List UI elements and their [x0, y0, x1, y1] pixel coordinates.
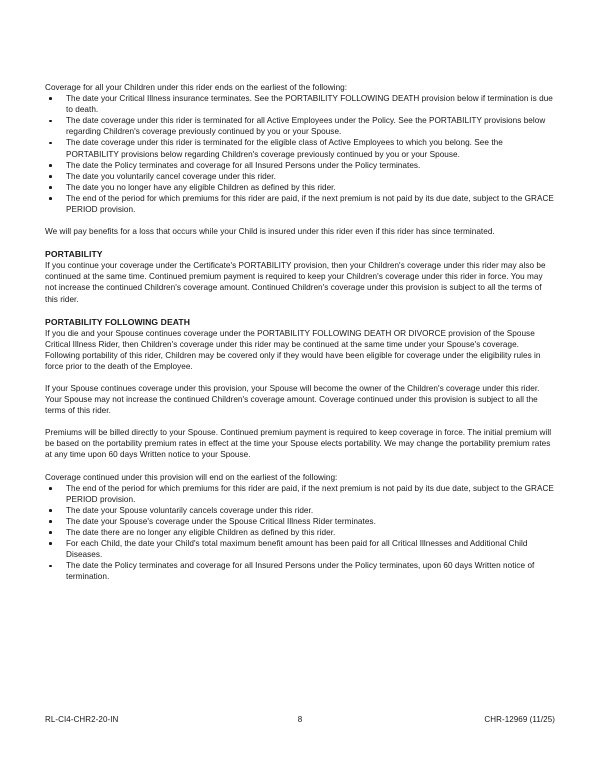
portability-paragraph: If you continue your coverage under the Certificate's PORTABILITY provision, then your Children's coverage under this rider may also be continued at the same time. Continued premium payment is required to keep your Children's coverage under this rider in force. You may not increase the continued Children's coverage amount. Continued Children's coverage under this provision is subject to all the terms of this rider.	[45, 261, 546, 304]
list-item-text: The date your Critical Illness insurance terminates. See the PORTABILITY FOLLOWING DEATH provision below if termination is due to death.	[66, 94, 553, 115]
list-item-text: The date your Spouse's coverage under the Spouse Critical Illness Rider terminates.	[66, 516, 376, 526]
bullet-dot-icon	[49, 186, 52, 189]
bullet-dot-icon	[49, 487, 52, 490]
portability-death-paragraph-1: If you die and your Spouse continues coverage under the PORTABILITY FOLLOWING DEATH OR DIVORCE provision of the Spouse Critical Illness Rider, then Children's coverage under this rider may be continued at the same time under your Spouse's coverage. Following portability of this rider, Children may be covered only if they would have been eligible for coverage under the eligibility rules in force prior to the death of the Employee.	[45, 328, 541, 371]
document-body	[45, 82, 555, 582]
spacer	[45, 372, 555, 383]
list-item	[45, 160, 555, 171]
list-item	[45, 527, 555, 538]
list-item-text: The date coverage under this rider is terminated for the eligible class of Active Employees to which you belong. See the PORTABILITY provisions below regarding Children's coverage previously continued by you or your Spouse.	[66, 138, 503, 159]
list-item-text: The date there are no longer any eligible Children as defined by this rider.	[66, 528, 336, 537]
intro-lead-in: Coverage for all your Children under this rider ends on the earliest of the following:	[45, 83, 348, 92]
list-item	[45, 93, 555, 115]
bullet-dot-icon	[49, 97, 52, 100]
bullet-dot-icon	[49, 531, 52, 534]
list-item	[45, 137, 555, 159]
list-item-text: The date your Spouse voluntarily cancels coverage under this rider.	[66, 505, 314, 515]
list-item-text: For each Child, the date your Child's total maximum benefit amount has been paid for all Critical Illnesses and Additional Child Diseases.	[66, 539, 528, 560]
footer-page-number: 8	[297, 715, 303, 724]
list-item-text: The date the Policy terminates and coverage for all Insured Persons under the Policy terminates.	[66, 160, 421, 170]
footer-document-code: CHR-12969 (11/25)	[484, 715, 555, 724]
intro-bullet-list	[45, 93, 555, 215]
spacer	[45, 305, 555, 316]
spacer	[45, 461, 555, 472]
bullet-dot-icon	[49, 120, 52, 123]
portability-death-bullet-list	[45, 483, 555, 583]
spacer	[45, 237, 555, 248]
portability-death-paragraph-2: If your Spouse continues coverage under this provision, your Spouse will become the owner of the Children's coverage under this rider. Your Spouse may not increase the continued Children's coverage amount. Coverage continued under this provision is subject to all the terms of this rider.	[45, 383, 540, 416]
intro-closing-paragraph: We will pay benefits for a loss that occurs while your Child is insured under this rider even if this rider has since terminated.	[45, 227, 495, 237]
list-item	[45, 560, 555, 582]
list-item	[45, 171, 555, 182]
section-heading-portability: PORTABILITY	[45, 249, 103, 260]
bullet-dot-icon	[49, 197, 52, 200]
list-item-text: The date you no longer have any eligible Children as defined by this rider.	[66, 182, 336, 192]
list-item	[45, 505, 555, 516]
list-item	[45, 483, 555, 505]
list-item	[45, 182, 555, 193]
portability-death-paragraph-3: Premiums will be billed directly to your Spouse. Continued premium payment is required to keep coverage in force. The initial premium will be based on the portability premium rates in effect at the time your Spouse elects portability. We may change the portability premium rates at any time upon 60 days Written notice to your Spouse.	[45, 428, 552, 460]
bullet-dot-icon	[49, 142, 52, 145]
section-heading-portability-following-death: PORTABILITY FOLLOWING DEATH	[45, 316, 191, 327]
bullet-dot-icon	[49, 520, 52, 523]
list-item-text: The end of the period for which premiums for this rider are paid, if the next premium is not paid by its due date, subject to the GRACE PERIOD provision.	[66, 193, 554, 215]
list-item-text: The date the Policy terminates and coverage for all Insured Persons under the Policy terminates, upon 60 days Written notice of termination.	[66, 561, 535, 582]
bullet-dot-icon	[49, 175, 52, 178]
footer-form-number: RL-CI4-CHR2-20-IN	[45, 715, 119, 724]
list-item-text: The date coverage under this rider is terminated for all Active Employees under the Policy. See the PORTABILITY provisions below regarding Children's coverage previously continued by you or your Spouse.	[66, 116, 546, 137]
list-item-text: The date you voluntarily cancel coverage under this rider.	[66, 171, 276, 181]
bullet-dot-icon	[49, 542, 52, 545]
bullet-dot-icon	[49, 509, 52, 512]
page-footer	[45, 714, 555, 725]
list-item	[45, 115, 555, 137]
list-item	[45, 538, 555, 560]
spacer	[45, 416, 555, 427]
portability-death-lead-in: Coverage continued under this provision will end on the earliest of the following:	[45, 472, 338, 482]
spacer	[45, 215, 555, 226]
bullet-dot-icon	[49, 164, 52, 167]
list-item-text: The end of the period for which premiums for this rider are paid, if the next premium is not paid by its due date, subject to the GRACE PERIOD provision.	[66, 483, 554, 504]
list-item	[45, 516, 555, 527]
bullet-dot-icon	[49, 565, 52, 568]
list-item	[45, 193, 555, 215]
